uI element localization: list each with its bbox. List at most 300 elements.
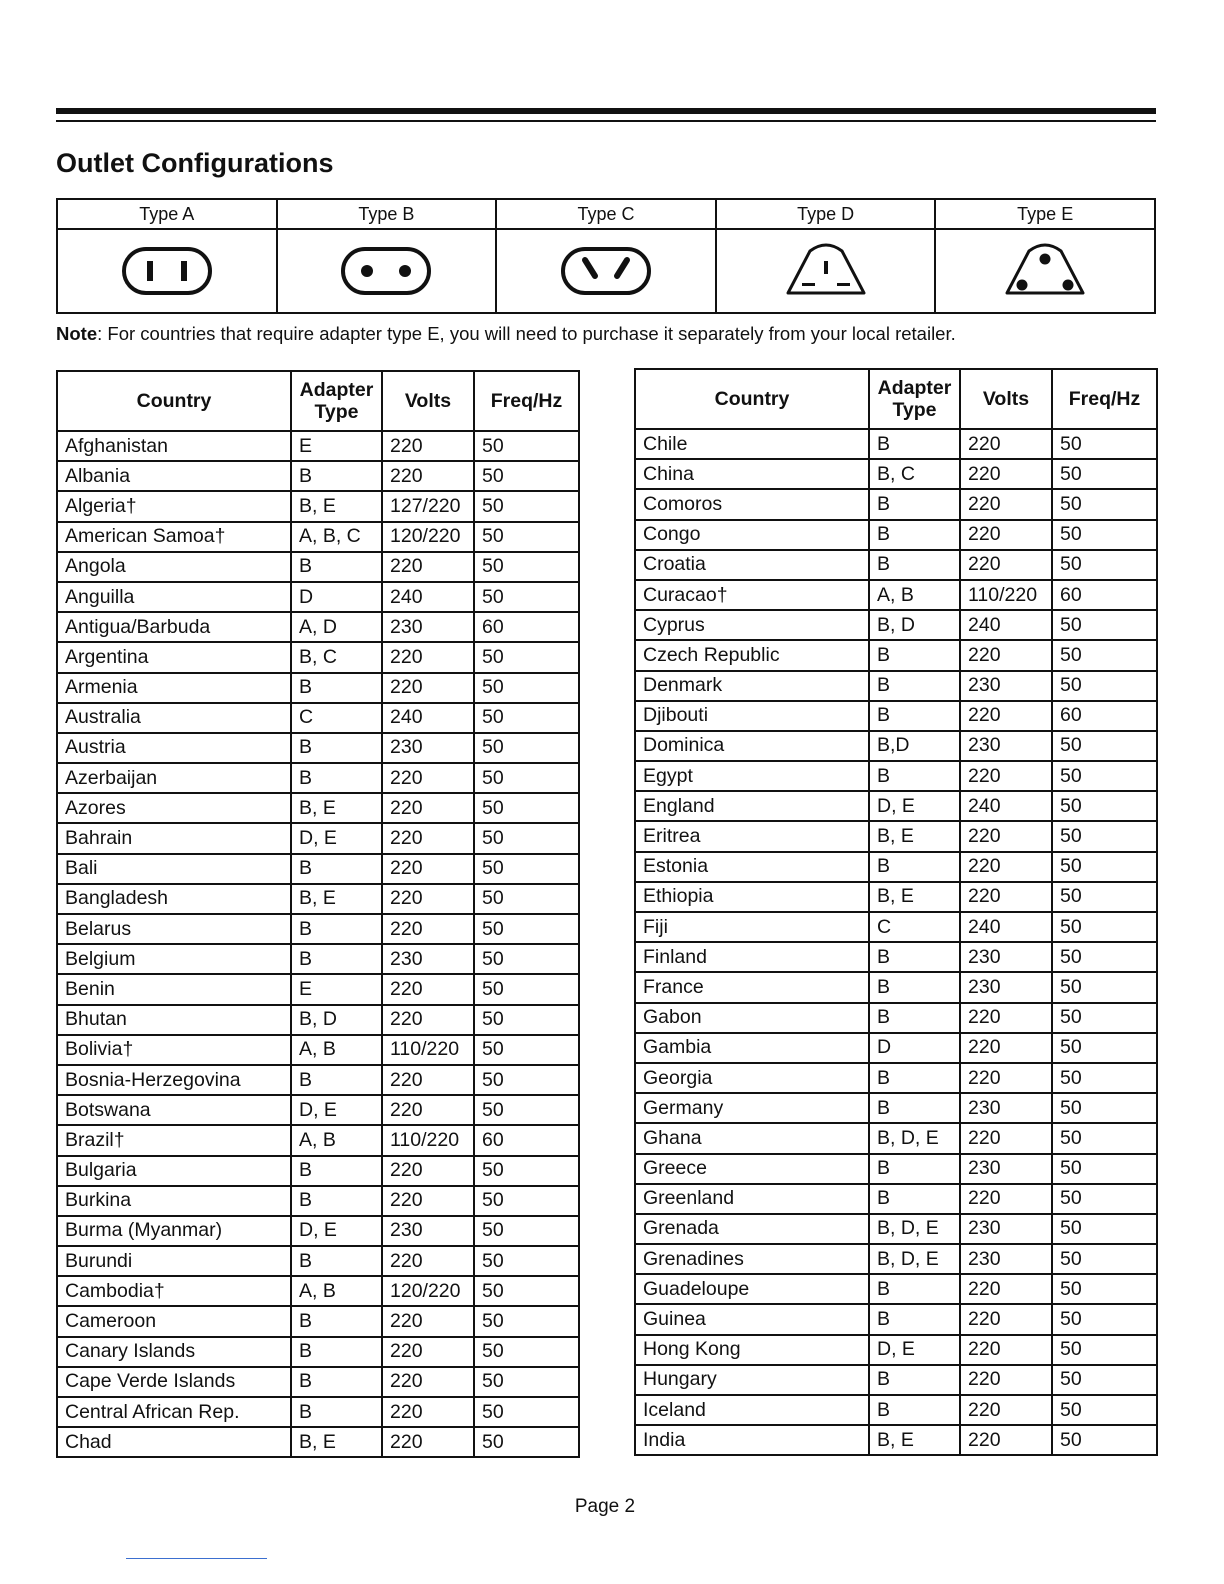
- volts-cell: 110/220: [382, 1125, 474, 1155]
- adapter-type-cell: B: [291, 1246, 382, 1276]
- adapter-type-cell: B, E: [869, 1425, 960, 1455]
- country-cell: Greenland: [635, 1184, 869, 1214]
- country-cell: Bahrain: [57, 823, 291, 853]
- table-row: [635, 550, 1157, 580]
- table-row: [57, 1035, 579, 1065]
- freq-cell: 50: [474, 733, 579, 763]
- volts-cell: 230: [382, 1216, 474, 1246]
- freq-cell: 50: [1052, 459, 1157, 489]
- freq-cell: 50: [474, 431, 579, 461]
- volts-cell: 220: [382, 854, 474, 884]
- column-header-country: Country: [635, 369, 869, 429]
- freq-cell: 50: [474, 552, 579, 582]
- table-row: [57, 1367, 579, 1397]
- freq-cell: 50: [1052, 520, 1157, 550]
- country-cell: Antigua/Barbuda: [57, 612, 291, 642]
- table-row: [57, 1186, 579, 1216]
- outlet-type-label: Type D: [716, 199, 936, 229]
- volts-cell: 220: [382, 974, 474, 1004]
- country-cell: Bolivia†: [57, 1035, 291, 1065]
- country-cell: Angola: [57, 552, 291, 582]
- table-row: [635, 942, 1157, 972]
- volts-cell: 220: [382, 1246, 474, 1276]
- outlet-type-cell: [716, 229, 936, 313]
- table-row: [57, 461, 579, 491]
- volts-cell: 110/220: [382, 1035, 474, 1065]
- country-cell: Ethiopia: [635, 882, 869, 912]
- country-cell: Fiji: [635, 912, 869, 942]
- country-cell: American Samoa†: [57, 522, 291, 552]
- adapter-type-cell: B: [869, 489, 960, 519]
- table-row: [57, 1337, 579, 1367]
- country-cell: Finland: [635, 942, 869, 972]
- freq-cell: 50: [1052, 550, 1157, 580]
- country-cell: Bali: [57, 854, 291, 884]
- adapter-type-cell: B: [869, 1184, 960, 1214]
- country-cell: Burundi: [57, 1246, 291, 1276]
- table-row: [635, 640, 1157, 670]
- adapter-type-cell: B: [291, 1367, 382, 1397]
- table-row: [635, 701, 1157, 731]
- outlet-type-e-icon: [999, 243, 1091, 299]
- freq-cell: 50: [1052, 1123, 1157, 1153]
- freq-cell: 50: [1052, 761, 1157, 791]
- outlet-types-table: [56, 198, 1156, 314]
- country-cell: Ghana: [635, 1123, 869, 1153]
- country-cell: Curacao†: [635, 580, 869, 610]
- country-cell: Dominica: [635, 731, 869, 761]
- freq-cell: 50: [1052, 1154, 1157, 1184]
- adapter-type-cell: B: [291, 1306, 382, 1336]
- country-cell: France: [635, 972, 869, 1002]
- adapter-type-cell: C: [291, 703, 382, 733]
- volts-cell: 220: [382, 1306, 474, 1336]
- table-row: [635, 459, 1157, 489]
- table-row: [57, 1306, 579, 1336]
- adapter-type-cell: B: [291, 552, 382, 582]
- freq-cell: 50: [1052, 791, 1157, 821]
- adapter-type-cell: D, E: [291, 1095, 382, 1125]
- volts-cell: 220: [960, 761, 1052, 791]
- country-cell: Belarus: [57, 914, 291, 944]
- adapter-type-cell: B: [869, 701, 960, 731]
- freq-cell: 50: [1052, 972, 1157, 1002]
- outlet-type-d-icon: [780, 243, 872, 299]
- volts-cell: 230: [960, 1244, 1052, 1274]
- adapter-type-cell: B: [291, 1397, 382, 1427]
- adapter-header-line1: Adapter: [299, 379, 374, 401]
- freq-cell: 50: [474, 884, 579, 914]
- volts-cell: 220: [960, 1425, 1052, 1455]
- table-row: [635, 852, 1157, 882]
- volts-cell: 220: [960, 429, 1052, 459]
- table-row: [635, 1214, 1157, 1244]
- volts-cell: 220: [960, 882, 1052, 912]
- table-row: [57, 914, 579, 944]
- freq-cell: 50: [474, 1306, 579, 1336]
- adapter-type-cell: B: [291, 733, 382, 763]
- freq-cell: 60: [1052, 701, 1157, 731]
- volts-cell: 220: [382, 1005, 474, 1035]
- freq-cell: 50: [1052, 1184, 1157, 1214]
- adapter-type-cell: B, D, E: [869, 1123, 960, 1153]
- country-cell: Cambodia†: [57, 1276, 291, 1306]
- country-cell: Croatia: [635, 550, 869, 580]
- adapter-type-cell: D: [291, 582, 382, 612]
- adapter-type-cell: B, E: [291, 491, 382, 521]
- column-header-adapter-type: [291, 371, 382, 431]
- country-cell: Gabon: [635, 1003, 869, 1033]
- outlet-type-cell: [277, 229, 497, 313]
- outlet-type-label: Type B: [277, 199, 497, 229]
- volts-cell: 220: [382, 673, 474, 703]
- volts-cell: 230: [382, 733, 474, 763]
- freq-cell: 50: [474, 1367, 579, 1397]
- adapter-type-cell: B: [869, 852, 960, 882]
- volts-cell: 220: [382, 1095, 474, 1125]
- table-row: [635, 731, 1157, 761]
- outlet-type-label: Type E: [935, 199, 1155, 229]
- country-cell: Iceland: [635, 1395, 869, 1425]
- freq-cell: 50: [1052, 942, 1157, 972]
- adapter-type-cell: B: [869, 1274, 960, 1304]
- volts-cell: 110/220: [960, 580, 1052, 610]
- volts-cell: 220: [960, 1123, 1052, 1153]
- adapter-type-cell: D, E: [869, 791, 960, 821]
- freq-cell: 50: [474, 1427, 579, 1457]
- freq-cell: 50: [474, 974, 579, 1004]
- volts-cell: 220: [960, 1033, 1052, 1063]
- freq-cell: 50: [1052, 882, 1157, 912]
- country-cell: Azores: [57, 793, 291, 823]
- column-header-adapter-type: [869, 369, 960, 429]
- freq-cell: 50: [474, 1337, 579, 1367]
- freq-cell: 60: [474, 1125, 579, 1155]
- freq-cell: 50: [474, 1246, 579, 1276]
- country-table-right: [634, 368, 1158, 1456]
- table-row: [635, 429, 1157, 459]
- volts-cell: 220: [382, 552, 474, 582]
- table-row: [57, 431, 579, 461]
- table-row: [635, 821, 1157, 851]
- freq-cell: 50: [1052, 1304, 1157, 1334]
- freq-cell: 50: [1052, 489, 1157, 519]
- adapter-type-cell: B, D, E: [869, 1214, 960, 1244]
- adapter-type-cell: B, D: [869, 610, 960, 640]
- table-row: [57, 1427, 579, 1457]
- volts-cell: 220: [960, 1304, 1052, 1334]
- country-cell: Bosnia-Herzegovina: [57, 1065, 291, 1095]
- table-row: [635, 1274, 1157, 1304]
- freq-cell: 50: [1052, 1093, 1157, 1123]
- freq-cell: 60: [474, 612, 579, 642]
- freq-cell: 50: [1052, 671, 1157, 701]
- country-cell: Comoros: [635, 489, 869, 519]
- adapter-type-cell: B: [869, 942, 960, 972]
- country-cell: Chile: [635, 429, 869, 459]
- table-row: [635, 882, 1157, 912]
- column-header-freq: Freq/Hz: [1052, 369, 1157, 429]
- outlet-type-cell: [935, 229, 1155, 313]
- adapter-type-cell: B: [869, 1003, 960, 1033]
- country-cell: Hong Kong: [635, 1335, 869, 1365]
- table-row: [635, 1335, 1157, 1365]
- adapter-type-cell: B: [291, 1065, 382, 1095]
- adapter-type-cell: B, E: [291, 793, 382, 823]
- table-row: [635, 1395, 1157, 1425]
- volts-cell: 240: [960, 791, 1052, 821]
- adapter-header-line2: Type: [314, 401, 359, 423]
- country-cell: Botswana: [57, 1095, 291, 1125]
- adapter-type-cell: A, B, C: [291, 522, 382, 552]
- freq-cell: 50: [474, 642, 579, 672]
- freq-cell: 50: [474, 522, 579, 552]
- freq-cell: 50: [474, 1065, 579, 1095]
- adapter-type-cell: A, D: [291, 612, 382, 642]
- country-cell: Bangladesh: [57, 884, 291, 914]
- adapter-type-cell: B: [291, 1337, 382, 1367]
- volts-cell: 220: [382, 1397, 474, 1427]
- freq-cell: 50: [474, 582, 579, 612]
- country-cell: Hungary: [635, 1365, 869, 1395]
- adapter-type-cell: B: [869, 1395, 960, 1425]
- table-row: [57, 763, 579, 793]
- freq-cell: 50: [1052, 912, 1157, 942]
- page-title: Outlet Configurations: [56, 148, 334, 178]
- volts-cell: 230: [960, 731, 1052, 761]
- country-cell: Georgia: [635, 1063, 869, 1093]
- header-rule-thick: [56, 108, 1156, 114]
- adapter-type-cell: B: [291, 461, 382, 491]
- volts-cell: 220: [382, 793, 474, 823]
- volts-cell: 230: [960, 671, 1052, 701]
- outlet-type-c-icon: [560, 246, 652, 296]
- freq-cell: 50: [1052, 1425, 1157, 1455]
- country-table-left-body: [57, 431, 579, 1457]
- volts-cell: 220: [382, 1156, 474, 1186]
- table-row: [57, 1276, 579, 1306]
- page-edge-line: [126, 1558, 267, 1559]
- adapter-type-cell: D: [869, 1033, 960, 1063]
- freq-cell: 50: [1052, 1365, 1157, 1395]
- volts-cell: 220: [960, 1335, 1052, 1365]
- country-table-right-body: [635, 429, 1157, 1455]
- volts-cell: 240: [960, 610, 1052, 640]
- table-row: [635, 761, 1157, 791]
- outlet-type-a-icon: [121, 246, 213, 296]
- table-row: [57, 1246, 579, 1276]
- volts-cell: 220: [382, 914, 474, 944]
- volts-cell: 220: [960, 1395, 1052, 1425]
- freq-cell: 50: [1052, 640, 1157, 670]
- table-row: [57, 1216, 579, 1246]
- freq-cell: 50: [474, 1397, 579, 1427]
- table-row: [57, 703, 579, 733]
- freq-cell: 50: [474, 793, 579, 823]
- table-row: [57, 793, 579, 823]
- country-cell: Germany: [635, 1093, 869, 1123]
- adapter-type-cell: B, D: [291, 1005, 382, 1035]
- table-row: [57, 522, 579, 552]
- table-row: [635, 610, 1157, 640]
- column-header-country: Country: [57, 371, 291, 431]
- adapter-type-cell: B: [869, 429, 960, 459]
- table-row: [635, 1003, 1157, 1033]
- country-cell: Greece: [635, 1154, 869, 1184]
- table-row: [57, 884, 579, 914]
- adapter-type-cell: A, B: [869, 580, 960, 610]
- adapter-type-cell: B: [291, 673, 382, 703]
- freq-cell: 50: [1052, 1274, 1157, 1304]
- country-cell: Albania: [57, 461, 291, 491]
- table-row: [635, 791, 1157, 821]
- volts-cell: 220: [960, 1063, 1052, 1093]
- adapter-type-cell: E: [291, 431, 382, 461]
- table-row: [57, 1065, 579, 1095]
- adapter-type-cell: B: [291, 854, 382, 884]
- table-row: [635, 1033, 1157, 1063]
- outlet-type-label: Type C: [496, 199, 716, 229]
- volts-cell: 230: [382, 944, 474, 974]
- table-row: [57, 491, 579, 521]
- table-row: [57, 642, 579, 672]
- header-rule-thin: [56, 120, 1156, 122]
- volts-cell: 230: [960, 1154, 1052, 1184]
- note-text: : For countries that require adapter type E, you will need to purchase it separately from your local retailer.: [97, 323, 956, 344]
- freq-cell: 50: [474, 1186, 579, 1216]
- freq-cell: 50: [474, 854, 579, 884]
- adapter-type-cell: B: [869, 640, 960, 670]
- country-cell: Guinea: [635, 1304, 869, 1334]
- country-cell: Cape Verde Islands: [57, 1367, 291, 1397]
- adapter-type-cell: D, E: [291, 823, 382, 853]
- adapter-type-cell: B, E: [869, 882, 960, 912]
- volts-cell: 120/220: [382, 1276, 474, 1306]
- country-cell: Argentina: [57, 642, 291, 672]
- volts-cell: 220: [960, 459, 1052, 489]
- table-row: [635, 972, 1157, 1002]
- adapter-type-cell: B: [869, 1063, 960, 1093]
- freq-cell: 50: [1052, 1033, 1157, 1063]
- adapter-type-cell: B: [869, 1304, 960, 1334]
- volts-cell: 220: [382, 1427, 474, 1457]
- country-cell: Benin: [57, 974, 291, 1004]
- adapter-type-cell: B: [291, 1156, 382, 1186]
- country-cell: Central African Rep.: [57, 1397, 291, 1427]
- volts-cell: 240: [382, 582, 474, 612]
- adapter-type-cell: B: [869, 1365, 960, 1395]
- volts-cell: 220: [382, 823, 474, 853]
- adapter-type-cell: B: [291, 1186, 382, 1216]
- adapter-header-line1: Adapter: [877, 377, 952, 399]
- table-row: [57, 733, 579, 763]
- adapter-type-cell: B, C: [869, 459, 960, 489]
- adapter-type-cell: B,D: [869, 731, 960, 761]
- adapter-type-cell: B, D, E: [869, 1244, 960, 1274]
- volts-cell: 220: [960, 520, 1052, 550]
- table-row: [635, 912, 1157, 942]
- country-cell: Chad: [57, 1427, 291, 1457]
- freq-cell: 50: [474, 491, 579, 521]
- country-cell: India: [635, 1425, 869, 1455]
- freq-cell: 50: [1052, 1003, 1157, 1033]
- adapter-type-cell: C: [869, 912, 960, 942]
- country-cell: Eritrea: [635, 821, 869, 851]
- volts-cell: 230: [960, 1093, 1052, 1123]
- adapter-type-cell: B: [869, 972, 960, 1002]
- volts-cell: 220: [960, 701, 1052, 731]
- volts-cell: 220: [382, 1367, 474, 1397]
- column-header-volts: Volts: [960, 369, 1052, 429]
- table-row: [635, 1123, 1157, 1153]
- table-row: [57, 1005, 579, 1035]
- table-row: [57, 974, 579, 1004]
- country-cell: Egypt: [635, 761, 869, 791]
- volts-cell: 220: [382, 1186, 474, 1216]
- freq-cell: 50: [1052, 610, 1157, 640]
- volts-cell: 220: [960, 489, 1052, 519]
- table-row: [635, 1425, 1157, 1455]
- table-row: [635, 1365, 1157, 1395]
- freq-cell: 60: [1052, 580, 1157, 610]
- volts-cell: 230: [960, 972, 1052, 1002]
- volts-cell: 220: [382, 884, 474, 914]
- country-cell: Estonia: [635, 852, 869, 882]
- country-cell: Brazil†: [57, 1125, 291, 1155]
- freq-cell: 50: [474, 1216, 579, 1246]
- freq-cell: 50: [474, 1005, 579, 1035]
- adapter-type-cell: B: [869, 671, 960, 701]
- country-cell: Guadeloupe: [635, 1274, 869, 1304]
- country-cell: Austria: [57, 733, 291, 763]
- page-number: Page 2: [574, 1496, 636, 1517]
- country-cell: Belgium: [57, 944, 291, 974]
- country-cell: Anguilla: [57, 582, 291, 612]
- volts-cell: 220: [382, 763, 474, 793]
- freq-cell: 50: [1052, 852, 1157, 882]
- volts-cell: 230: [960, 1214, 1052, 1244]
- freq-cell: 50: [474, 823, 579, 853]
- adapter-type-cell: A, B: [291, 1125, 382, 1155]
- column-header-volts: Volts: [382, 371, 474, 431]
- table-row: [57, 854, 579, 884]
- country-cell: Grenada: [635, 1214, 869, 1244]
- adapter-type-cell: E: [291, 974, 382, 1004]
- country-cell: England: [635, 791, 869, 821]
- freq-cell: 50: [474, 763, 579, 793]
- country-cell: Canary Islands: [57, 1337, 291, 1367]
- country-cell: Burkina: [57, 1186, 291, 1216]
- country-cell: Cyprus: [635, 610, 869, 640]
- country-cell: Burma (Myanmar): [57, 1216, 291, 1246]
- freq-cell: 50: [474, 1276, 579, 1306]
- volts-cell: 220: [382, 1065, 474, 1095]
- table-row: [57, 944, 579, 974]
- adapter-note: [56, 322, 956, 346]
- table-row: [57, 823, 579, 853]
- volts-cell: 220: [960, 852, 1052, 882]
- volts-cell: 230: [960, 942, 1052, 972]
- table-row: [57, 1397, 579, 1427]
- volts-cell: 127/220: [382, 491, 474, 521]
- outlet-type-cell: [57, 229, 277, 313]
- adapter-type-cell: A, B: [291, 1276, 382, 1306]
- adapter-type-cell: B: [869, 1154, 960, 1184]
- table-row: [635, 671, 1157, 701]
- adapter-type-cell: B, E: [291, 884, 382, 914]
- volts-cell: 220: [960, 1003, 1052, 1033]
- adapter-type-cell: B: [869, 550, 960, 580]
